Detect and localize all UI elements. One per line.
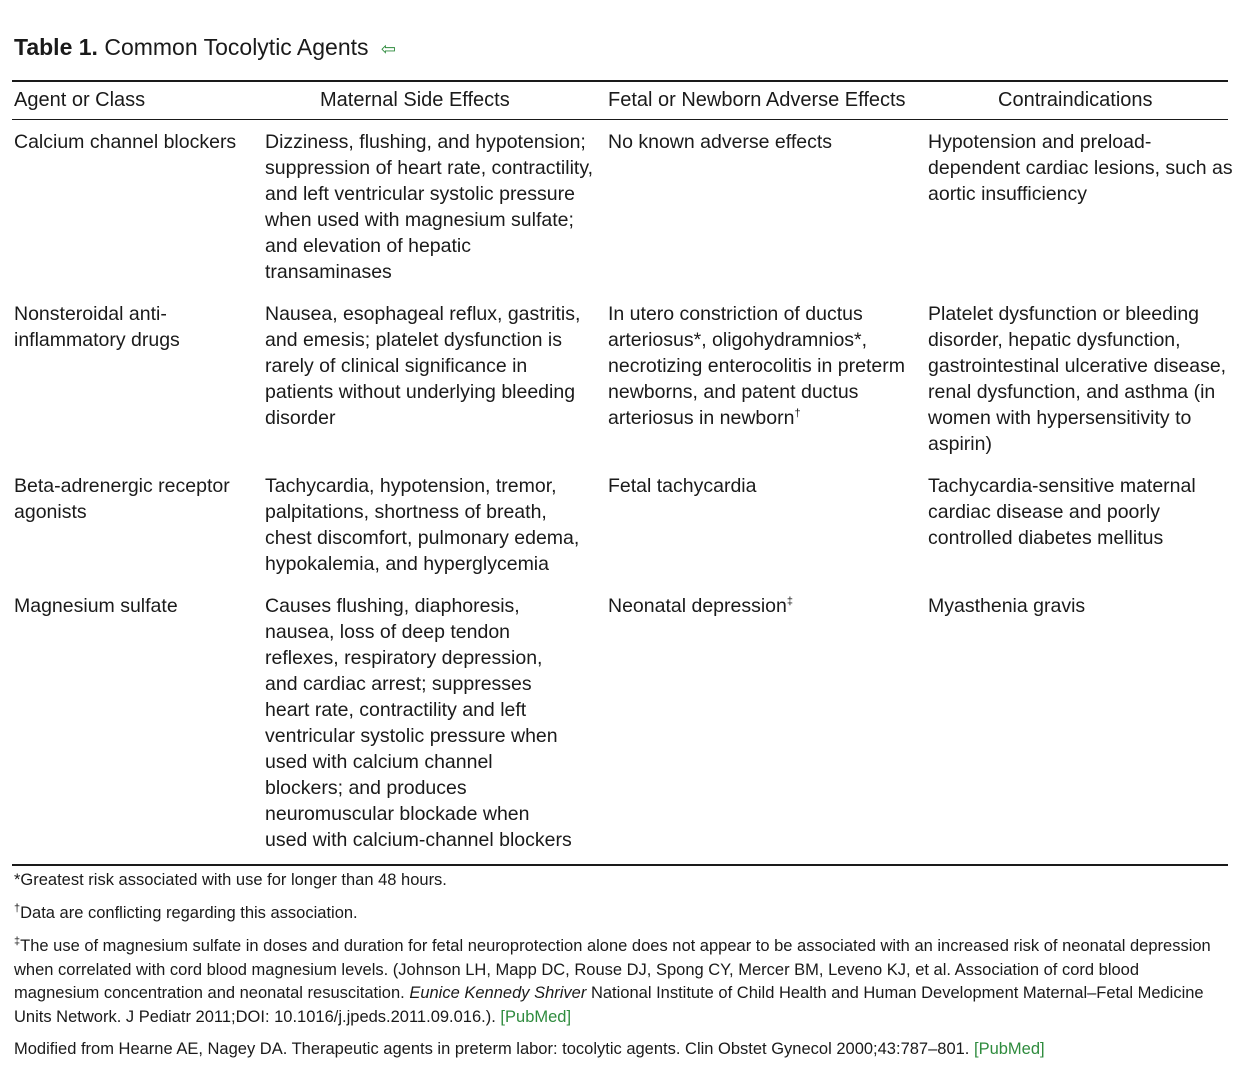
table-title-text: Common Tocolytic Agents xyxy=(104,34,369,60)
row2-agent: Nonsteroidal anti-inflammatory drugs xyxy=(14,303,180,351)
row3-maternal: Tachycardia, hypotension, tremor, palpitations, shortness of breath, chest discomfort, pulmonary edema, hypokalemia, and hyperglycemia xyxy=(265,475,580,575)
footnote-ddagger-text-1: The use of magnesium sulfate in doses and duration for fetal neuroprotection alone does not appear to be associated with an increased risk of neonatal depression when correlated with cord blood magnesium levels. (Johnson LH, Mapp DC, Rouse DJ, Spong CY, Mercer BM, Leveno KJ, et al. Association of cord blood magnesium concentration and neonatal resuscitation. xyxy=(14,937,1211,1002)
row4-contra: Myasthenia gravis xyxy=(928,595,1086,617)
row3-agent: Beta-adrenergic receptor agonists xyxy=(14,475,230,523)
footnote-double-dagger xyxy=(14,935,1228,1029)
dagger-mark: † xyxy=(794,407,801,420)
table-header-rule xyxy=(12,119,1228,120)
row4-fetal xyxy=(608,593,913,619)
row4-fetal-text: Neonatal depression xyxy=(608,595,787,617)
row1-fetal: No known adverse effects xyxy=(608,131,833,153)
footnote-ddagger-mark: ‡ xyxy=(14,935,21,948)
row4-agent: Magnesium sulfate xyxy=(14,595,178,617)
row2-fetal xyxy=(608,301,913,431)
footnote-ddagger-italic: Eunice Kennedy Shriver xyxy=(409,984,587,1002)
header-fetal: Fetal or Newborn Adverse Effects xyxy=(608,89,906,111)
table-number: Table 1. xyxy=(14,34,98,60)
table-bottom-rule xyxy=(12,864,1228,866)
row2-fetal-text: In utero constriction of ductus arteriosus*, oligohydramnios*, necrotizing enterocolitis in preterm newborns, and patent ductus arteriosus in newborn xyxy=(608,303,905,429)
row1-contra: Hypotension and preload-dependent cardiac lesions, such as aortic insufficiency xyxy=(928,131,1233,205)
row1-maternal: Dizziness, flushing, and hypotension; suppression of heart rate, contractility, and left ventricular systolic pressure when used with magnesium sulfate; and elevation of hepatic transaminases xyxy=(265,131,594,283)
pubmed-link-2[interactable]: [PubMed] xyxy=(973,1040,1045,1058)
header-agent: Agent or Class xyxy=(14,89,146,111)
header-contraindications: Contraindications xyxy=(998,89,1153,111)
footnote-source xyxy=(14,1038,1228,1062)
footnote-source-text: Modified from Hearne AE, Nagey DA. Therapeutic agents in preterm labor: tocolytic agents. Clin Obstet Gynecol 2000;43:787–801. xyxy=(14,1040,974,1058)
footnote-star: *Greatest risk associated with use for longer than 48 hours. xyxy=(14,871,447,889)
row3-fetal: Fetal tachycardia xyxy=(608,475,757,497)
footnote-dagger xyxy=(14,902,1228,926)
double-dagger-mark: ‡ xyxy=(786,595,793,608)
table-top-rule xyxy=(12,80,1228,82)
back-arrow-icon[interactable]: ⇦ xyxy=(380,39,397,59)
footnote-ddagger-text-2: National Institute of Child Health and Human Development Maternal–Fetal Medicine Units Network. J Pediatr 2011;DOI: 10.1016/j.jpeds.2011.09.016.). xyxy=(14,984,1204,1026)
table-title xyxy=(14,32,396,64)
row2-maternal: Nausea, esophageal reflux, gastritis, and emesis; platelet dysfunction is rarely of clinical significance in patients without underlying bleeding disorder xyxy=(265,303,581,429)
row4-maternal: Causes flushing, diaphoresis, nausea, loss of deep tendon reflexes, respiratory depression, and cardiac arrest; suppresses heart rate, contractility and left ventricular systolic pressure when used with calcium channel blockers; and produces neuromuscular blockade when used with calcium-channel blockers xyxy=(265,595,572,851)
footnote-dagger-text: Data are conflicting regarding this association. xyxy=(20,904,358,922)
pubmed-link-1[interactable]: [PubMed] xyxy=(500,1007,572,1026)
header-maternal: Maternal Side Effects xyxy=(320,89,510,111)
footnote-dagger-mark: † xyxy=(14,902,21,915)
row1-agent: Calcium channel blockers xyxy=(14,131,237,153)
row2-contra: Platelet dysfunction or bleeding disorder, hepatic dysfunction, gastrointestinal ulcerative disease, renal dysfunction, and asthma (in women with hypersensitivity to aspirin) xyxy=(928,303,1227,455)
row3-contra: Tachycardia-sensitive maternal cardiac disease and poorly controlled diabetes mellitus xyxy=(928,475,1196,549)
